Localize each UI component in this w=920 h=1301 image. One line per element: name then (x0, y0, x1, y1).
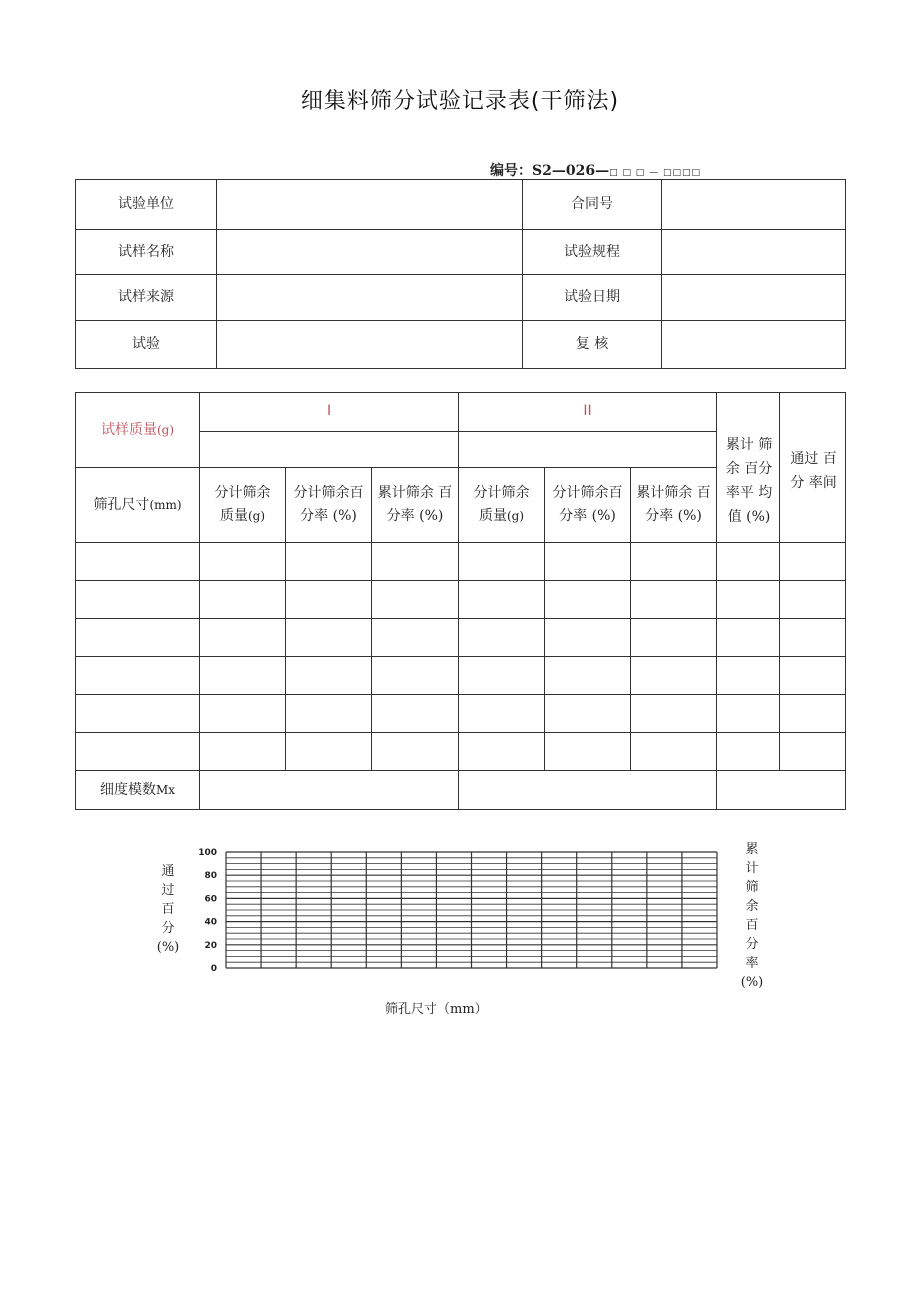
table-cell[interactable] (780, 657, 846, 695)
table-cell[interactable] (631, 581, 717, 619)
table-cell[interactable] (631, 695, 717, 733)
fineness-g2-cell[interactable] (459, 771, 717, 810)
unit-value-cell[interactable] (217, 180, 523, 230)
y-tick-label: 40 (204, 917, 217, 928)
table-cell[interactable] (200, 581, 286, 619)
table-row (76, 657, 846, 695)
sample-source-label: 试样来源 (76, 275, 217, 321)
grading-curve-chart (190, 842, 730, 982)
table-row (76, 619, 846, 657)
date-value-cell[interactable] (662, 275, 846, 321)
sieve-size-header (76, 468, 200, 543)
table-cell[interactable] (717, 733, 780, 771)
table-cell[interactable] (286, 733, 372, 771)
g2-cumulative-percent-header: 累计筛余 百分率 (%) (631, 468, 717, 543)
table-cell[interactable] (200, 657, 286, 695)
chart-x-axis-label: 筛孔尺寸（mm） (385, 1002, 488, 1017)
table-row (76, 733, 846, 771)
table-cell[interactable] (372, 695, 459, 733)
reviewer-label: 复 核 (523, 321, 662, 369)
table-row (76, 581, 846, 619)
g2-separate-percent-header: 分计筛余百分率 (%) (545, 468, 631, 543)
code-label: 编号： (490, 163, 532, 179)
table-cell[interactable] (545, 657, 631, 695)
table-cell[interactable] (286, 619, 372, 657)
table-cell[interactable] (76, 581, 200, 619)
group-1-mass-cell[interactable] (200, 432, 459, 468)
code-value: S2—026— (532, 163, 610, 179)
table-cell[interactable] (459, 581, 545, 619)
table-cell[interactable] (545, 619, 631, 657)
sample-mass-label (76, 393, 200, 468)
tester-value-cell[interactable] (217, 321, 523, 369)
document-code (490, 160, 701, 180)
table-cell[interactable] (459, 543, 545, 581)
group-2-mass-cell[interactable] (459, 432, 717, 468)
table-cell[interactable] (459, 619, 545, 657)
table-cell[interactable] (459, 657, 545, 695)
g1-separate-percent-header: 分计筛余百分率 (%) (286, 468, 372, 543)
fineness-text: 细度模数 (99, 781, 156, 798)
chart-right-axis-label: 累计筛余百分率(%) (740, 842, 764, 990)
table-cell[interactable] (286, 657, 372, 695)
table-cell[interactable] (631, 619, 717, 657)
table-cell[interactable] (631, 733, 717, 771)
unit-label: 试验单位 (76, 180, 217, 230)
sample-mass-unit: (g) (156, 422, 175, 437)
sieve-size-text: 筛孔尺寸 (93, 496, 150, 513)
table-row (76, 543, 846, 581)
page-title: 细集料筛分试验记录表(干筛法) (300, 89, 620, 114)
table-cell[interactable] (545, 543, 631, 581)
table-cell[interactable] (76, 733, 200, 771)
table-cell[interactable] (780, 619, 846, 657)
g1-separate-mass-text: 分计筛余质量 (214, 485, 271, 524)
table-cell[interactable] (631, 543, 717, 581)
sieve-data-rows (76, 543, 846, 771)
date-label: 试验日期 (523, 275, 662, 321)
table-cell[interactable] (286, 581, 372, 619)
g1-separate-mass-unit: (g) (247, 509, 266, 523)
passing-percent-header: 通过 百分 率间 (780, 393, 846, 543)
table-cell[interactable] (372, 543, 459, 581)
table-cell[interactable] (545, 733, 631, 771)
fineness-symbol: Mx (155, 782, 176, 797)
g2-separate-mass-header (459, 468, 545, 543)
group-1-header: I (200, 393, 459, 432)
table-cell[interactable] (545, 581, 631, 619)
table-cell[interactable] (780, 733, 846, 771)
y-tick-label: 60 (204, 894, 217, 905)
code-suffix: □ □ □ — □□□□ (609, 168, 702, 178)
table-cell[interactable] (631, 657, 717, 695)
table-cell[interactable] (76, 657, 200, 695)
y-tick-label: 100 (198, 848, 217, 858)
table-cell[interactable] (717, 695, 780, 733)
table-cell[interactable] (780, 581, 846, 619)
fineness-avg-cell[interactable] (717, 771, 846, 810)
contract-label: 合同号 (523, 180, 662, 230)
g2-separate-mass-unit: (g) (507, 509, 525, 523)
sample-source-value-cell[interactable] (217, 275, 523, 321)
table-cell[interactable] (780, 543, 846, 581)
g2-separate-mass-text: 分计筛余质量 (473, 485, 530, 524)
table-cell[interactable] (286, 543, 372, 581)
sieve-table (75, 392, 846, 810)
table-cell[interactable] (372, 657, 459, 695)
group-2-header: II (459, 393, 717, 432)
info-table (75, 179, 846, 369)
g1-separate-mass-header (200, 468, 286, 543)
table-cell[interactable] (717, 581, 780, 619)
table-cell[interactable] (200, 733, 286, 771)
table-row (76, 695, 846, 733)
contract-value-cell[interactable] (662, 180, 846, 230)
tester-label: 试验 (76, 321, 217, 369)
y-tick-label: 80 (204, 871, 217, 882)
table-cell[interactable] (76, 619, 200, 657)
y-tick-label: 20 (204, 940, 217, 951)
sample-name-label: 试样名称 (76, 230, 217, 275)
table-cell[interactable] (372, 619, 459, 657)
sample-name-value-cell[interactable] (217, 230, 523, 275)
table-cell[interactable] (372, 581, 459, 619)
fineness-g1-cell[interactable] (200, 771, 459, 810)
table-cell[interactable] (76, 543, 200, 581)
table-cell[interactable] (717, 543, 780, 581)
g1-cumulative-percent-header: 累计筛余 百分率 (%) (372, 468, 459, 543)
table-cell[interactable] (200, 619, 286, 657)
avg-cumulative-header: 累计 筛余 百分率平 均值 (%) (717, 393, 780, 543)
table-cell[interactable] (780, 695, 846, 733)
table-cell[interactable] (76, 695, 200, 733)
table-cell[interactable] (459, 695, 545, 733)
fineness-label (76, 771, 200, 810)
table-cell[interactable] (717, 657, 780, 695)
sample-mass-text: 试样质量 (100, 421, 157, 438)
procedure-value-cell[interactable] (662, 230, 846, 275)
table-cell[interactable] (200, 543, 286, 581)
reviewer-value-cell[interactable] (662, 321, 846, 369)
sieve-size-unit: (mm) (149, 497, 182, 512)
table-cell[interactable] (459, 733, 545, 771)
table-cell[interactable] (545, 695, 631, 733)
table-cell[interactable] (286, 695, 372, 733)
procedure-label: 试验规程 (523, 230, 662, 275)
y-tick-label: 0 (210, 964, 217, 974)
table-cell[interactable] (372, 733, 459, 771)
chart-left-axis-label: 通过百分(%) (156, 864, 180, 955)
table-cell[interactable] (717, 619, 780, 657)
table-cell[interactable] (200, 695, 286, 733)
